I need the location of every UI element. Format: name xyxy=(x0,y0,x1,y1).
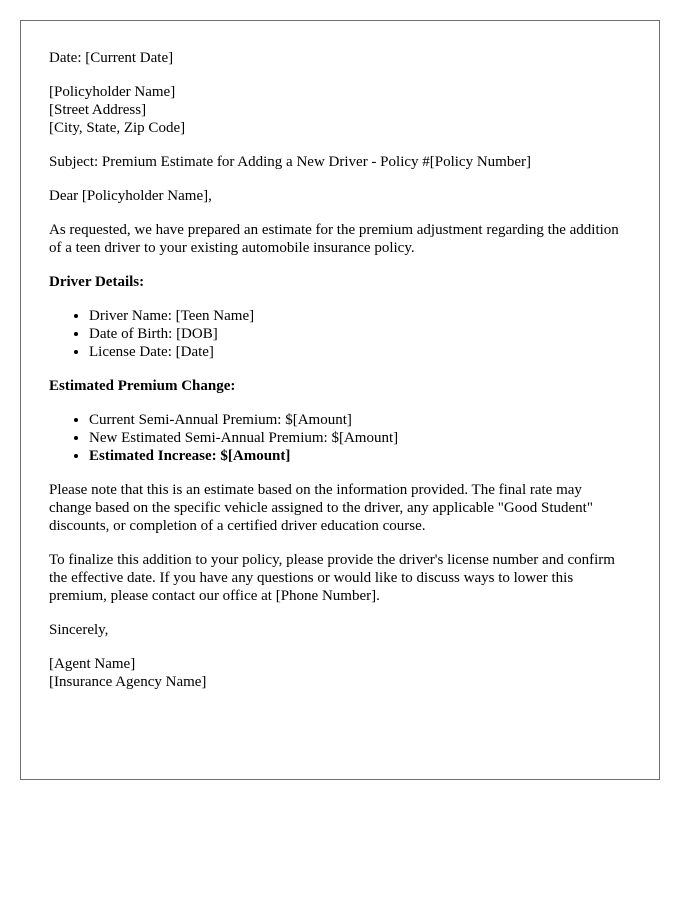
recipient-name: [Policyholder Name] xyxy=(49,84,176,100)
note-paragraph: Please note that this is an estimate based on the information provided. The final rate may change based on the specific vehicle assigned to the driver, any applicable "Good Student" discounts, or completion of a certified driver education course. xyxy=(49,482,593,534)
finalize-paragraph: To finalize this addition to your policy, please provide the driver's license number and confirm the effective date. If you have any questions or would like to discuss ways to lower this premium, please contact our office at [Phone Number]. xyxy=(49,552,615,604)
list-item: • License Date: [Date] xyxy=(89,343,619,361)
signature-block xyxy=(49,655,619,691)
recipient-city-state-zip: [City, State, Zip Code] xyxy=(49,120,186,136)
letter-content xyxy=(49,49,619,707)
agency-name: [Insurance Agency Name] xyxy=(49,674,207,690)
subject-line: Subject: Premium Estimate for Adding a New Driver - Policy #[Policy Number] xyxy=(49,154,531,170)
list-item: • Date of Birth: [DOB] xyxy=(89,325,619,343)
list-item: • Driver Name: [Teen Name] xyxy=(89,307,619,325)
list-item: • New Estimated Semi-Annual Premium: $[Amount] xyxy=(89,429,619,447)
recipient-address xyxy=(49,83,619,137)
intro-paragraph: As requested, we have prepared an estimate for the premium adjustment regarding the addition of a teen driver to your existing automobile insurance policy. xyxy=(49,222,619,256)
premium-change-list xyxy=(49,411,619,465)
letter-page xyxy=(20,20,660,780)
list-item: • Current Semi-Annual Premium: $[Amount] xyxy=(89,411,619,429)
driver-details-heading: Driver Details: xyxy=(49,274,145,290)
salutation: Dear [Policyholder Name], xyxy=(49,188,212,204)
recipient-street: [Street Address] xyxy=(49,102,147,118)
agent-name: [Agent Name] xyxy=(49,656,136,672)
date-line: Date: [Current Date] xyxy=(49,50,174,66)
estimated-increase-item: • Estimated Increase: $[Amount] xyxy=(89,447,619,465)
closing: Sincerely, xyxy=(49,622,109,638)
premium-change-heading: Estimated Premium Change: xyxy=(49,378,236,394)
driver-details-list xyxy=(49,307,619,361)
